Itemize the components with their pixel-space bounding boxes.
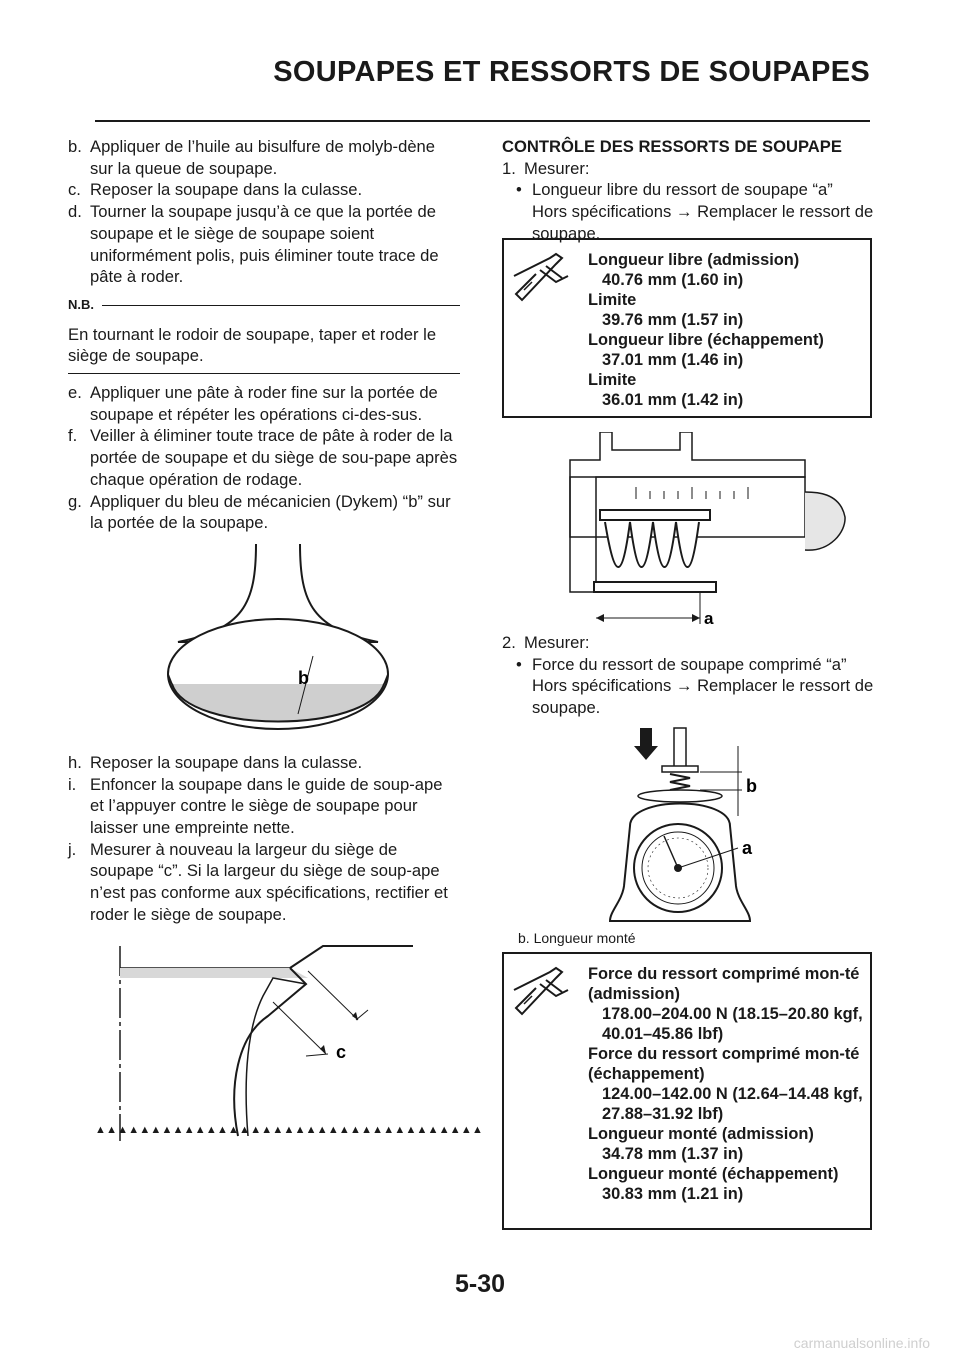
steps-group-3 — [68, 752, 460, 926]
step-label: j. — [68, 839, 77, 859]
bullet-1-line-2: Hors spécifications → Remplacer le ressort de soupape. — [532, 202, 874, 243]
scale-label-b: b — [746, 776, 757, 796]
step-2-label: 2. — [502, 633, 516, 652]
bullet-2-mark: • — [516, 654, 522, 674]
figure-caption: b. Longueur monté — [518, 930, 636, 946]
step-label: b. — [68, 137, 82, 156]
spec-label: Force du ressort comprimé mon-té (admission) — [588, 965, 860, 1003]
spec-label: Longueur monté (admission) — [588, 1125, 814, 1143]
step-item — [68, 774, 460, 839]
step-item — [68, 491, 460, 534]
nb-rule — [102, 305, 460, 306]
spec-1-content — [588, 250, 864, 410]
step-item — [68, 136, 460, 179]
page-number: 5-30 — [454, 1270, 506, 1298]
step-text: Enfoncer la soupape dans le guide de soup-ape et l’appuyer contre le siège de soupape pour laisser une empreinte nette. — [90, 774, 443, 838]
spec-value: 30.83 mm (1.21 in) — [602, 1185, 744, 1203]
step-text: Veiller à éliminer toute trace de pâte à roder de la portée de soupape et du siège de sou-pape après chaque opération de rodage. — [90, 426, 458, 489]
nb-header — [68, 294, 460, 316]
step-item — [68, 839, 460, 926]
step-text: Appliquer du bleu de mécanicien (Dykem) “b” sur la portée de la soupape. — [90, 491, 451, 533]
nb-end-rule — [68, 373, 460, 374]
step-text: Tourner la soupape jusqu’à ce que la portée de soupape et le siège de soupape soient uniformément polis, puis éliminer toute trace de pâte à roder. — [90, 202, 439, 287]
spec-label: (échappement) — [588, 1065, 705, 1083]
nb-text: En tournant le rodoir de soupape, taper et roder le siège de soupape. — [68, 324, 437, 366]
title-rule — [95, 120, 870, 122]
end-marks: ▲▲▲▲▲▲▲▲▲▲▲▲▲▲▲▲▲▲▲▲▲▲▲▲▲▲▲▲▲▲▲▲▲▲▲ — [95, 1124, 484, 1136]
section-title: CONTRÔLE DES RESSORTS DE SOUPAPE — [502, 137, 842, 156]
caliper-tool-icon — [510, 964, 572, 1020]
step-text: Appliquer une pâte à roder fine sur la portée de soupape et répéter les opérations ci-des-sus. — [90, 383, 438, 424]
step-item — [68, 201, 460, 288]
spring-scale-figure — [600, 726, 780, 926]
right-column — [502, 136, 874, 245]
spec-box-free-length — [502, 238, 872, 418]
steps-group-1 — [68, 136, 460, 288]
spec-label: Longueur libre (échappement) — [588, 331, 824, 349]
step-text: Reposer la soupape dans la culasse. — [90, 752, 363, 772]
step-label: e. — [68, 383, 82, 403]
spec-label: Longueur libre (admission) — [588, 251, 800, 269]
right-column-part-2 — [502, 632, 874, 719]
valve-label-b: b — [298, 667, 309, 688]
spec-2-content — [588, 964, 864, 1204]
spec-label: Limite — [588, 291, 637, 309]
step-text: Appliquer de l’huile au bisulfure de molyb-dène sur la queue de soupape. — [90, 137, 436, 178]
spec-label: Limite — [588, 371, 637, 389]
bullet-2 — [502, 654, 874, 719]
step-item — [68, 382, 460, 425]
step-label: c. — [68, 180, 81, 200]
bullet-2-line-2: Hors spécifications → Remplacer le ressort de soupape. — [532, 676, 874, 718]
step-label: i. — [68, 774, 77, 794]
bullet-1-mark: • — [516, 180, 522, 200]
step-item — [68, 179, 460, 201]
step-1-label: 1. — [502, 158, 516, 178]
spec-value: 124.00–142.00 N (12.64–14.48 kgf, 27.88–31.92 lbf) — [602, 1085, 863, 1123]
spec-value: 37.01 mm (1.46 in) — [602, 351, 744, 369]
step-1-text: Mesurer: — [524, 158, 590, 178]
bullet-1-line-1: Longueur libre du ressort de soupape “a” — [532, 180, 833, 200]
scale-label-a: a — [742, 838, 753, 858]
bullet-1 — [502, 179, 874, 244]
step-label: h. — [68, 752, 82, 772]
step-1 — [502, 158, 874, 180]
step-text: Mesurer à nouveau la largeur du siège de soupape “c”. Si la largeur du siège de soup-ape n’est pas conforme aux spécifications, rectifier et roder le siège de soupape. — [90, 839, 448, 924]
step-item — [68, 425, 460, 490]
nb-label: N.B. — [68, 296, 94, 312]
step-label: f. — [68, 426, 78, 446]
caliper-label-a: a — [704, 609, 714, 628]
watermark: carmanualsonline.info — [793, 1335, 930, 1351]
step-item — [68, 752, 460, 774]
spec-value: 178.00–204.00 N (18.15–20.80 kgf, 40.01–45.86 lbf) — [602, 1005, 863, 1043]
spec-label: Longueur monté (échappement) — [588, 1165, 839, 1183]
page-title: SOUPAPES ET RESSORTS DE SOUPAPES — [273, 56, 870, 88]
left-column — [68, 136, 460, 1146]
step-2-text: Mesurer: — [524, 633, 590, 652]
bullet-2-line-1: Force du ressort de soupape comprimé “a” — [532, 654, 847, 674]
valve-seat-figure — [68, 936, 460, 1146]
spec-value: 40.76 mm (1.60 in) — [602, 271, 744, 289]
step-text: Reposer la soupape dans la culasse. — [90, 180, 363, 200]
steps-group-2 — [68, 382, 460, 534]
spec-value: 36.01 mm (1.42 in) — [602, 391, 744, 409]
caliper-tool-icon — [510, 250, 572, 306]
step-label: d. — [68, 202, 82, 222]
valve-figure — [68, 544, 460, 744]
caliper-figure — [560, 432, 850, 632]
step-2 — [502, 632, 874, 654]
spec-value: 39.76 mm (1.57 in) — [602, 311, 744, 329]
spec-box-compressed-force — [502, 952, 872, 1230]
seat-label-c: c — [336, 1041, 347, 1062]
spec-value: 34.78 mm (1.37 in) — [602, 1145, 744, 1163]
step-label: g. — [68, 491, 82, 511]
spec-label: Force du ressort comprimé mon-té — [588, 1045, 860, 1063]
